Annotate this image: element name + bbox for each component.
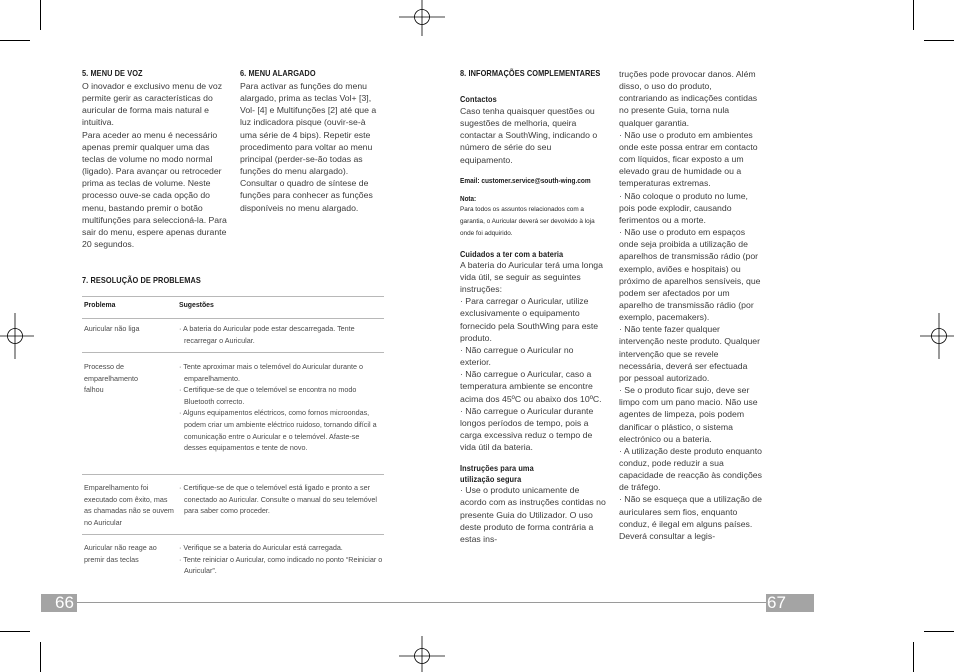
divider bbox=[82, 296, 384, 297]
heading-safe-use-2: utilização segura bbox=[460, 474, 522, 485]
problem-cell: Auricular não liga bbox=[84, 324, 140, 333]
suggestion: · Certifique-se de que o telemóvel está ligado e pronto a ser conectado ao Auricular. Consulte o manual do seu telemóvel para saber como proceder. bbox=[179, 483, 377, 516]
list-item: · Não se esqueça que a utilização de auriculares sem fios, enquanto conduz, é ilegal em alguns países. Deverá consultar a legis- bbox=[619, 494, 762, 541]
suggestion: · Alguns equipamentos eléctricos, como fornos microondas, podem criar um ambiente eléctrico ruidoso, tornando difícil a comunicação entre o Auricular e o telemóvel. Afaste-se desses equipamentos e tente de novo. bbox=[179, 408, 377, 453]
header-suggestions: Sugestões bbox=[179, 302, 214, 309]
heading-additional-info: 8. INFORMAÇÕES COMPLEMENTARES bbox=[460, 68, 601, 78]
suggestion: · Verifique se a bateria do Auricular está carregada. bbox=[179, 543, 343, 552]
heading-extended-menu: 6. MENU ALARGADO bbox=[240, 68, 316, 78]
section-extended-menu bbox=[240, 68, 384, 214]
header-problem: Problema bbox=[84, 302, 116, 309]
problem-cell: Emparelhamento foi executado com êxito, mas as chamadas não se ouvem no Auricular bbox=[84, 483, 174, 527]
section-safety-continued bbox=[619, 68, 762, 542]
divider bbox=[82, 318, 384, 319]
suggestion: · Tente reiniciar o Auricular, como indicado no ponto “Reiniciar o Auricular”. bbox=[179, 554, 383, 576]
paragraph: O inovador e exclusivo menu de voz permite gerir as características do auricular de forma mais natural e intuitiva. bbox=[82, 81, 223, 128]
suggestion: · A bateria do Auricular pode estar descarregada. Tente recarregar o Auricular. bbox=[179, 324, 355, 345]
suggestions-cell bbox=[179, 361, 384, 454]
suggestions-cell bbox=[179, 323, 384, 346]
heading-safe-use: Instruções para uma bbox=[460, 463, 534, 474]
registration-mark-bottom bbox=[399, 636, 445, 672]
heading-text: 7. RESOLUÇÃO DE PROBLEMAS bbox=[82, 275, 201, 285]
suggestion: · Certifique-se de que o telemóvel se encontra no modo Bluetooth correcto. bbox=[179, 385, 357, 406]
paragraph: A bateria do Auricular terá uma longa vida útil, se seguir as seguintes instruções: bbox=[460, 259, 603, 295]
list-item: · Não carregue o Auricular no exterior. bbox=[460, 344, 574, 368]
table-header-problem bbox=[84, 299, 115, 312]
page-number-left: 66 bbox=[55, 593, 74, 612]
list-item: · Não carregue o Auricular, caso a temperatura ambiente se encontre acima dos 45ºC ou abaixo dos 10ºC. bbox=[460, 369, 602, 404]
heading-contacts: Contactos bbox=[460, 94, 497, 104]
footer-rule bbox=[77, 602, 766, 603]
list-item: · Se o produto ficar sujo, deve ser limpo com um pano macio. Não use agentes de limpeza, pois podem danificar o plástico, o sistema electrónico ou a bateria. bbox=[619, 385, 758, 444]
paragraph: truções pode provocar danos. Além disso, o uso do produto, contrariando as indicações contidas no presente Guia, torna nula qualquer garantia. bbox=[619, 69, 758, 128]
divider bbox=[82, 474, 384, 475]
list-item: · Para carregar o Auricular, utilize exclusivamente o equipamento fornecido pela SouthWing para este produto. bbox=[460, 296, 599, 343]
list-item: · Não use o produto em espaços onde seja proibida a utilização de aparelhos de transmissão rádio (por exemplo, aviões e hospitais) ou próximo de aparelhos sensíveis, que podem ser afectados por um aparelho de transmissão rádio (por exemplo, pacemakers). bbox=[619, 227, 761, 323]
paragraph: Para aceder ao menu é necessário apenas premir qualquer uma das teclas de volume no modo normal (ligado). Para avançar ou retroceder prima as teclas de volume. Neste processo ouve-se cada opção do menu, bastando premir o botão multifunções para seleccioná-la. Para sair do menu, espere apenas durante 20 segundos. bbox=[82, 129, 227, 250]
note-text: Para todos os assuntos relacionados com a garantia, o Auricular deverá ser devolvido à loja onde foi adquirido. bbox=[460, 205, 595, 237]
problem-cell: Processo de emparelhamento falhou bbox=[84, 362, 138, 395]
divider bbox=[82, 352, 384, 353]
section-additional-info bbox=[460, 68, 606, 545]
suggestions-cell bbox=[179, 482, 384, 517]
list-item: · Não carregue o Auricular durante longos períodos de tempo, pois a carga excessiva reduz o tempo de vida útil da bateria. bbox=[460, 405, 594, 453]
heading-battery-care: Cuidados a ter com a bateria bbox=[460, 248, 564, 259]
section-voice-menu bbox=[82, 68, 230, 250]
registration-mark-left bbox=[0, 313, 34, 359]
note-label: Nota: bbox=[460, 193, 477, 203]
page-number-right: 67 bbox=[767, 593, 786, 612]
divider bbox=[82, 534, 384, 535]
list-item: · Não tente fazer qualquer intervenção neste produto. Qualquer intervenção que se revele necessária, deverá ser efectuada por pessoal autorizado. bbox=[619, 324, 761, 383]
email-text: Email: customer.service@south-wing.com bbox=[460, 175, 591, 185]
suggestions-cell bbox=[179, 542, 384, 577]
suggestion: · Tente aproximar mais o telemóvel do Auricular durante o emparelhamento. bbox=[179, 362, 364, 383]
paragraph: · Use o produto unicamente de acordo com as instruções contidas no presente Guia do Utilizador. O uso deste produto de forma contrária a estas ins- bbox=[460, 485, 606, 544]
heading-voice-menu: 5. MENU DE VOZ bbox=[82, 68, 143, 78]
list-item: · Não coloque o produto no lume, pois pode explodir, causando ferimentos ou a morte. bbox=[619, 190, 748, 225]
paragraph: Caso tenha quaisquer questões ou sugestões de melhoria, queira contactar a SouthWing, indicando o número de série do seu equipamento. bbox=[460, 106, 598, 165]
problem-cell: Auricular não reage ao premir das teclas bbox=[84, 543, 157, 564]
registration-mark-top bbox=[399, 0, 445, 36]
list-item: · A utilização deste produto enquanto conduz, pode reduzir a sua capacidade de reacção às condições de tráfego. bbox=[619, 445, 762, 493]
table-header-suggestions bbox=[179, 299, 214, 312]
paragraph: Para activar as funções do menu alargado, prima as teclas Vol+ [3], Vol- [4] e Multifunções [2] até que a luz indicadora pisque (ouvir-se-à uma série de 4 bips). Repetir este procedimento para voltar ao menu principal (perder-se-ão todas as funções do menu alargado). Consultar o quadro de síntese de funções para conhecer as funções disponíveis no menu alargado. bbox=[240, 81, 377, 213]
registration-mark-right bbox=[920, 313, 954, 359]
heading-troubleshooting bbox=[82, 275, 217, 285]
list-item: · Não use o produto em ambientes onde este possa entrar em contacto com líquidos, ficar exposto a um elevado grau de humidade ou a temperaturas extremas. bbox=[619, 129, 758, 189]
